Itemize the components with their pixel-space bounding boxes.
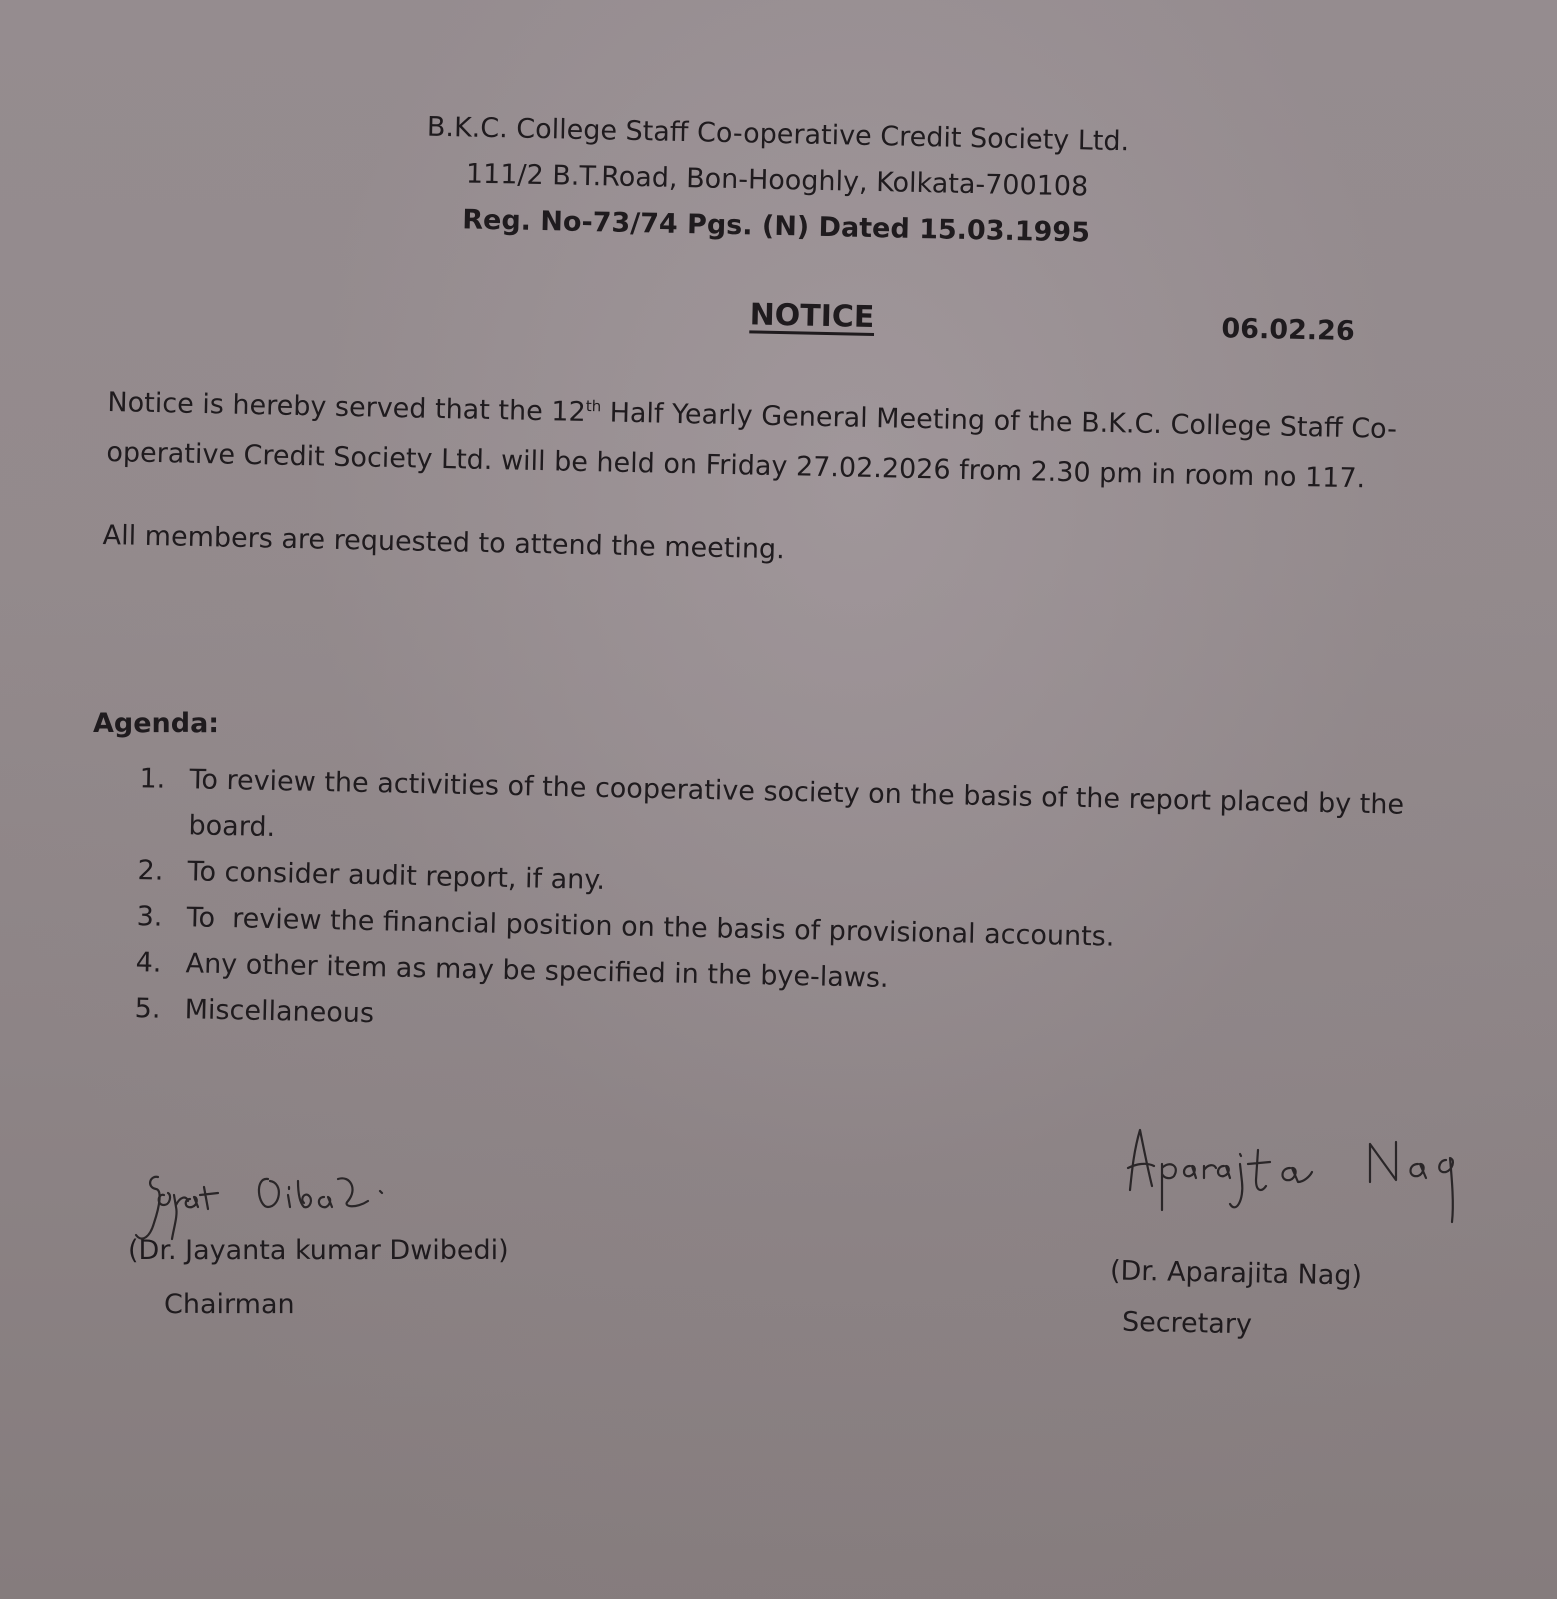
attend-request: All members are requested to attend the meeting. [102,520,786,566]
chairman-name: (Dr. Jayanta kumar Dwibedi) [128,1235,509,1266]
agenda-item-number: 3. [136,901,163,933]
agenda-item-number: 4. [135,947,162,979]
notice-body-start: Notice is hereby served that the 12 [107,386,587,429]
ordinal-suffix: th [585,397,602,416]
secretary-name: (Dr. Aparajita Nag) [1109,1255,1363,1292]
registration-number: Reg. No-73/74 Pgs. (N) Dated 15.03.1995 [461,204,1091,249]
chairman-role: Chairman [164,1289,295,1320]
secretary-signature-block [1100,1120,1520,1350]
agenda-item-number: 5. [134,993,161,1025]
agenda-item-text: To review the activities of the cooperative society on the basis of the report placed by the board. [188,764,1405,844]
society-name: B.K.C. College Staff Co-operative Credit Society Ltd. [426,111,1130,158]
notice-date: 06.02.26 [1221,313,1355,348]
agenda-item-number: 2. [137,855,164,887]
agenda-item-text: Any other item as may be specified in the bye-laws. [185,948,889,994]
agenda-item-text: To review the financial position on the basis of provisional accounts. [186,902,1115,953]
agenda-item-text: Miscellaneous [184,994,375,1030]
society-address: 111/2 B.T.Road, Bon-Hooghly, Kolkata-700108 [465,158,1089,203]
notice-body-end: Half Yearly General Meeting of the B.K.C. College Staff Co-operative Credit Society Ltd. will be held on Friday 27.02.2026 from 2.30 pm in room no 117. [106,397,1398,495]
agenda-heading: Agenda: [93,708,220,739]
agenda-item-number: 1. [139,763,166,795]
chairman-signature-block [128,1165,588,1345]
notice-title-row [0,282,1557,365]
notice-body [106,378,1438,506]
notice-title: NOTICE [749,297,875,336]
secretary-handwritten-signature [1100,1120,1520,1250]
letterhead [0,96,1557,267]
secretary-role: Secretary [1121,1306,1253,1341]
agenda-item-text: To consider audit report, if any. [187,856,606,896]
agenda-list [124,756,1429,1059]
